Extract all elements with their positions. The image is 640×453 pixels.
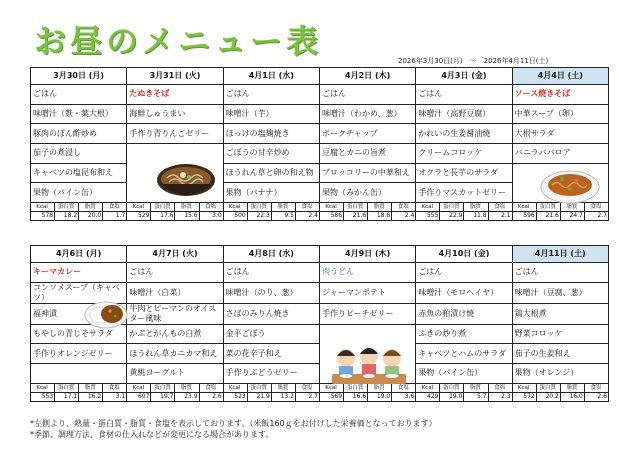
day-header: 4月2日 (木) — [319, 68, 415, 85]
menu-item: ごはん — [512, 263, 608, 283]
nutrition-values: 500 22.3 9.5 2.4 — [223, 212, 319, 221]
nutrition-labels: Kcal 蛋白質 脂質 食塩 — [416, 383, 512, 392]
menu-item: 果物（バナナ） — [223, 183, 319, 203]
day-header: 4月8日 (水) — [223, 246, 319, 263]
nutrition-labels: Kcal 蛋白質 脂質 食塩 — [512, 383, 608, 392]
menu-item: ジャーマンポテト — [319, 282, 415, 303]
menu-item: ブロッコリーの中華和え — [319, 163, 415, 183]
menu-item: 赤魚の粕漬け焼 — [416, 303, 512, 324]
menu-item: 味噌汁（芋） — [223, 104, 319, 124]
menu-item: 豆腐とカニの旨煮 — [319, 144, 415, 164]
menu-item: 中華スープ（卵） — [512, 104, 608, 124]
menu-item: 果物（みかん缶） — [319, 183, 415, 203]
menu-item: ポークチャップ — [319, 124, 415, 144]
menu-item: 味噌汁（高野豆腐） — [416, 104, 512, 124]
nutrition-labels: Kcal 蛋白質 脂質 食塩 — [319, 203, 415, 212]
menu-item: 手作りマスカットゼリー — [416, 183, 512, 203]
nutrition-labels: Kcal 蛋白質 脂質 食塩 — [31, 383, 127, 392]
menu-item: 黄桃ヨーグルト — [127, 364, 223, 384]
menu-item: コンソメスープ（キャベツ） — [31, 282, 127, 303]
menu-item: キャベツの塩昆布和え — [31, 163, 127, 183]
menu-item: ごはん — [223, 263, 319, 283]
menu-item: 茄子の生姜和え — [512, 344, 608, 364]
menu-item: 味噌汁（モロヘイヤ） — [416, 282, 512, 303]
nutrition-values: 429 19.0 5.7 2.3 — [416, 392, 512, 401]
menu-item: 味噌汁（のり、葱） — [223, 282, 319, 303]
menu-item: ごぼうの甘辛炒め — [223, 144, 319, 164]
menu-item: 味噌汁（わかめ、葱） — [319, 104, 415, 124]
menu-item: ごはん — [416, 85, 512, 105]
day-header: 4月9日 (木) — [319, 246, 415, 263]
footnote-nutrition: *左側より、熱量・蛋白質・脂質・食塩を表示しております。（米飯160ｇをお付けした栄養価となっております） — [30, 419, 437, 428]
menu-item: ごはん — [223, 85, 319, 105]
nutrition-values: 523 21.9 13.2 2.7 — [223, 392, 319, 401]
day-header: 4月1日 (水) — [223, 68, 319, 85]
menu-item: 野菜コロッケ — [512, 324, 608, 344]
menu-item: 牛肉とピーマンのオイスター風味 — [127, 303, 223, 324]
day-header: 4月6日 (月) — [31, 246, 127, 263]
menu-item: 味噌汁（白菜） — [127, 282, 223, 303]
menu-item: さばのみりん焼き — [223, 303, 319, 324]
nutrition-labels: Kcal 蛋白質 脂質 食塩 — [512, 203, 608, 212]
menu-item: 手作り青りんごゼリー — [127, 124, 223, 144]
menu-item: 手作りピーチゼリー — [319, 303, 415, 324]
day-header: 4月3日 (金) — [416, 68, 512, 85]
nutrition-values: 596 21.6 24.7 2.7 — [512, 212, 608, 221]
menu-table-week-1 — [30, 67, 609, 221]
day-header: 4月7日 (火) — [127, 246, 223, 263]
nutrition-values: 607 19.7 23.9 2.6 — [127, 392, 223, 401]
children-eating-illustration — [330, 336, 408, 388]
menu-item: ごはん — [319, 85, 415, 105]
menu-item: 味噌汁（豆腐、葱） — [512, 282, 608, 303]
menu-item: 豚肉のぽん酢炒め — [31, 124, 127, 144]
menu-item: かれいの生姜醤油焼 — [416, 124, 512, 144]
nutrition-labels: Kcal 蛋白質 脂質 食塩 — [319, 383, 415, 392]
menu-item-main: ソース焼きそば — [512, 85, 608, 105]
menu-item: キャベツとハムのサラダ — [416, 344, 512, 364]
nutrition-labels: Kcal 蛋白質 脂質 食塩 — [127, 383, 223, 392]
menu-item: バニラババロア — [512, 144, 608, 164]
menu-item: クリームコロッケ — [416, 144, 512, 164]
menu-item: 手作りぶどうゼリー — [223, 364, 319, 384]
day-header-saturday: 4月4日 (土) — [512, 68, 608, 85]
day-header-saturday: 4月11日 (土) — [512, 246, 608, 263]
nutrition-labels: Kcal 蛋白質 脂質 食塩 — [223, 203, 319, 212]
menu-item: 果物（パイン缶） — [31, 183, 127, 203]
yakisoba-plate-illustration — [540, 165, 600, 205]
nutrition-values: 555 22.9 11.8 2.1 — [416, 212, 512, 221]
date-range: 2026年3月30日(月) ～ 2026年4月11日(土) — [398, 57, 549, 65]
nutrition-labels: Kcal 蛋白質 脂質 食塩 — [127, 203, 223, 212]
menu-item: ほうれん草カニカマ和え — [127, 344, 223, 364]
menu-item: 金平ごぼう — [223, 324, 319, 344]
menu-item: ほっけの塩麹焼き — [223, 124, 319, 144]
nutrition-values: 569 16.6 19.0 3.6 — [319, 392, 415, 401]
curry-plate-illustration — [84, 296, 128, 330]
soba-bowl-illustration — [155, 160, 217, 206]
nutrition-values: 553 17.1 16.2 3.1 — [31, 392, 127, 401]
date-header-row — [31, 68, 609, 85]
nutrition-values: 572 20.2 16.0 2.6 — [512, 392, 608, 401]
menu-item: ふきの炒り煮 — [416, 324, 512, 344]
menu-item: ごはん — [31, 85, 127, 105]
day-header: 3月30日 (月) — [31, 68, 127, 85]
menu-item: 果物（パイン缶） — [416, 364, 512, 384]
nutrition-values: 529 17.6 15.6 3.0 — [127, 212, 223, 221]
menu-item-main: たぬきそば — [127, 85, 223, 105]
date-header-row — [31, 246, 609, 263]
menu-item: 菜の花辛子和え — [223, 344, 319, 364]
menu-item-main: 肉うどん — [319, 263, 415, 283]
day-header: 3月31日 (火) — [127, 68, 223, 85]
nutrition-labels: Kcal 蛋白質 脂質 食塩 — [31, 203, 127, 212]
menu-item: 手作りオレンジゼリー — [31, 344, 127, 364]
menu-item: 大根サラダ — [512, 124, 608, 144]
page-title: お昼のメニュー表 — [34, 22, 323, 60]
menu-item — [31, 364, 127, 384]
menu-item: 味噌汁（麩・葉大根） — [31, 104, 127, 124]
menu-item: 茄子の煮浸し — [31, 144, 127, 164]
menu-item: 海鮮しゅうまい — [127, 104, 223, 124]
menu-item: オクラと長芋のサラダ — [416, 163, 512, 183]
menu-item: 福神漬 — [31, 303, 127, 324]
nutrition-values: 578 18.2 20.0 1.7 — [31, 212, 127, 221]
menu-item: もやしの青じそサラダ — [31, 324, 127, 344]
nutrition-labels: Kcal 蛋白質 脂質 食塩 — [416, 203, 512, 212]
menu-item: 鶏大根煮 — [512, 303, 608, 324]
nutrition-values: 586 21.6 18.8 2.4 — [319, 212, 415, 221]
menu-item: ごはん — [127, 263, 223, 283]
footnote-changes: *季節、調理方法、食材の仕入れなどが変更になる場合があります。 — [30, 430, 274, 439]
menu-item: 果物（オレンジ） — [512, 364, 608, 384]
day-header: 4月10日 (金) — [416, 246, 512, 263]
menu-item: ごはん — [416, 263, 512, 283]
menu-item-main: キーマカレー — [31, 263, 127, 283]
nutrition-labels: Kcal 蛋白質 脂質 食塩 — [223, 383, 319, 392]
menu-item: かぶとがんもの白煮 — [127, 324, 223, 344]
menu-item: ほうれん草と卵の和え物 — [223, 163, 319, 183]
